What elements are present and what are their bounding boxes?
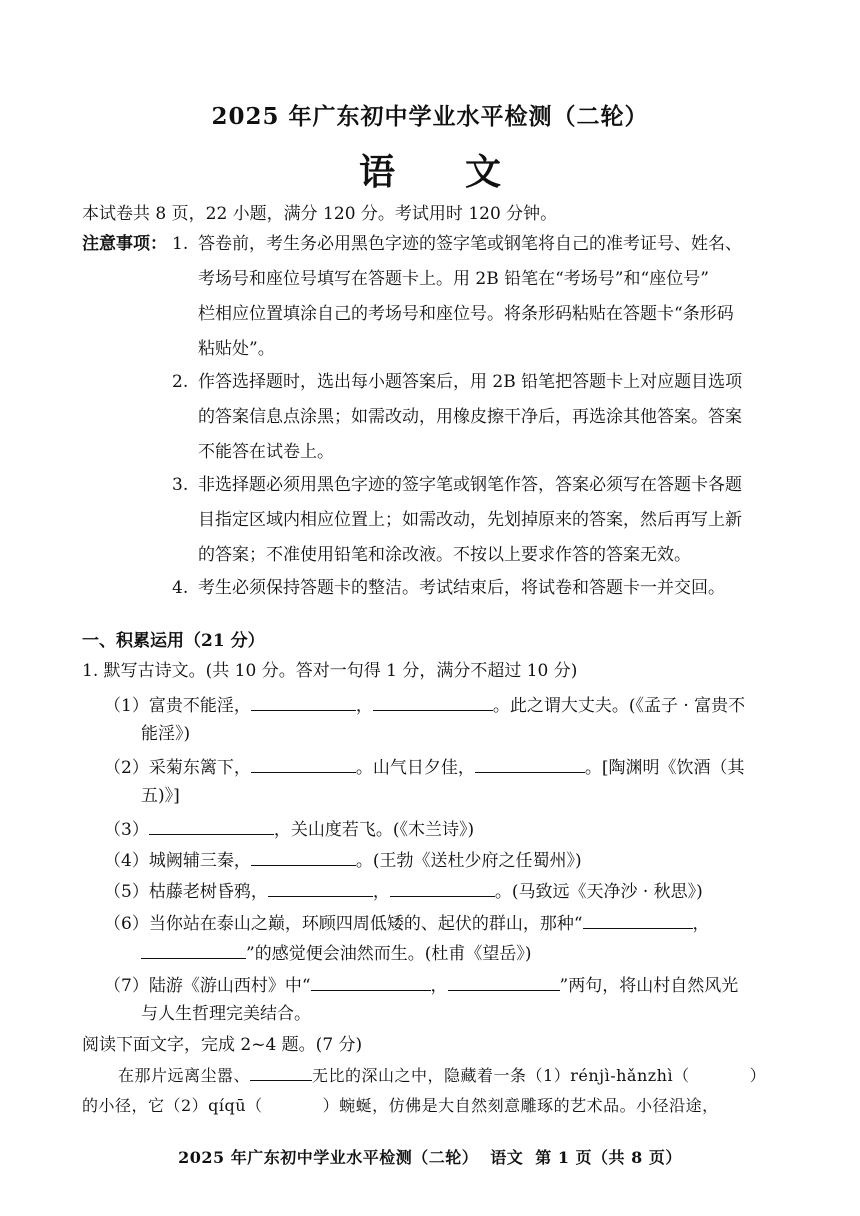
q1-item-1-num: （1）	[104, 696, 149, 716]
q1-item-3-row	[104, 816, 474, 842]
intro-text: 本试卷共 8 页，22 小题，满分 120 分。考试用时 120 分钟。	[82, 204, 558, 224]
note-2-line-3: 不能答在试卷上。	[198, 442, 334, 462]
q1-item-5-num: （5）	[104, 882, 149, 902]
q1-item-4-num: （4）	[104, 851, 149, 871]
q1-item-2-num: （2）	[104, 758, 149, 778]
q1-item-2-text-d: 五)》]	[141, 786, 180, 806]
q1-item-3-text-a: ，关山度若飞。(《木兰诗》)	[273, 820, 475, 840]
q1-item-6-text-c: ”的感觉便会油然而生。(杜甫《望岳》)	[246, 944, 532, 964]
footer-page-number: 第 1 页（共 8 页）	[535, 1148, 682, 1167]
q1-item-6-text-a: 当你站在泰山之巅，环顾四周低矮的、起伏的群山，那种“	[148, 914, 583, 934]
q1-item-1-blank-1[interactable]	[251, 692, 356, 711]
q1-item-5-text-c: 。(马致远《天净沙 · 秋思》)	[494, 882, 703, 902]
q1-item-2-text-a: 采菊东篱下，	[148, 758, 251, 778]
q1-item-3-num: （3）	[104, 820, 149, 840]
q1-item-5-text-b: ，	[372, 882, 390, 902]
note-3-line-1: 非选择题必须用黑色字迹的签字笔或钢笔作答，答案必须写在答题卡各题	[198, 475, 742, 495]
q1-item-3-blank-1[interactable]	[149, 816, 274, 835]
q1-item-2-text-c: 。[陶渊明《饮酒（其	[584, 758, 745, 778]
q1-item-2-row-1	[104, 754, 744, 780]
note-1-line-1: 答卷前，考生务必用黑色字迹的签字笔或钢笔将自己的准考证号、姓名、	[198, 234, 742, 254]
q1-item-6-blank-2[interactable]	[141, 940, 246, 959]
q1-item-4-row	[104, 847, 582, 873]
q1-item-7-blank-2[interactable]	[448, 972, 560, 991]
q1-item-6-blank-1[interactable]	[583, 910, 693, 929]
note-2-line-2: 的答案信息点涂黑；如需改动，用橡皮擦干净后，再选涂其他答案。答案	[198, 407, 742, 427]
q1-item-5-text-a: 枯藤老树昏鸦，	[148, 882, 268, 902]
q1-item-5-blank-1[interactable]	[268, 878, 373, 897]
passage-l1a: 在那片远离尘嚣、	[118, 1066, 251, 1085]
exam-title: 2025 年广东初中学业水平检测（二轮）	[211, 103, 649, 130]
passage-l1b: 无比的深山之中，隐藏着一条（1）rénjì-hǎnzhì（	[312, 1066, 690, 1085]
note-3-line-2: 目指定区域内相应位置上；如需改动，先划掉原来的答案，然后再写上新	[198, 510, 742, 530]
q1-item-1-text-a: 富贵不能淫，	[148, 696, 251, 716]
q1-item-5-row	[104, 878, 703, 904]
question-1-stem: 1. 默写古诗文。(共 10 分。答对一句得 1 分，满分不超过 10 分)	[82, 661, 578, 681]
page-footer	[0, 1145, 860, 1168]
q1-item-1-text-d: 能淫》)	[141, 724, 191, 744]
notes-label: 注意事项：	[82, 234, 167, 254]
q1-item-4-text-b: 。(王勃《送杜少府之任蜀州》)	[355, 851, 582, 871]
note-4-num: 4.	[172, 578, 189, 598]
note-1-num: 1.	[172, 234, 189, 254]
passage-l1c: ）	[749, 1066, 767, 1085]
note-1-line-4: 粘贴处”。	[198, 339, 275, 359]
section-1-heading: 一、积累运用（21 分）	[82, 631, 265, 651]
subject-title: 语文	[358, 151, 571, 193]
note-3-num: 3.	[172, 475, 189, 495]
q1-item-1-blank-2[interactable]	[373, 692, 493, 711]
q1-item-4-blank-1[interactable]	[251, 847, 356, 866]
passage-line-2	[82, 1094, 719, 1118]
q1-item-4-text-a: 城阙辅三秦，	[148, 851, 251, 871]
q1-item-6-num: （6）	[104, 914, 149, 934]
q1-item-7-row-1	[104, 972, 738, 998]
q1-item-6-row-1	[104, 910, 710, 936]
footer-subject: 语文	[490, 1148, 524, 1167]
q1-item-7-text-a: 陆游《游山西村》中“	[148, 976, 311, 996]
q1-item-1-text-b: ，	[355, 696, 373, 716]
note-2-num: 2.	[172, 372, 189, 392]
q1-item-1-text-c: 。此之谓大丈夫。(《孟子 · 富贵不	[492, 696, 746, 716]
q1-item-2-blank-2[interactable]	[475, 754, 585, 773]
note-2-line-1: 作答选择题时，选出每小题答案后，用 2B 铅笔把答题卡上对应题目选项	[198, 372, 743, 392]
q1-item-2-blank-1[interactable]	[251, 754, 356, 773]
reading-intro: 阅读下面文字，完成 2~4 题。(7 分)	[82, 1035, 363, 1055]
passage-line-1	[118, 1064, 766, 1088]
note-1-line-2: 考场号和座位号填写在答题卡上。用 2B 铅笔在“考场号”和“座位号”	[198, 269, 709, 289]
q1-item-2-text-b: 。山气日夕佳，	[355, 758, 475, 778]
passage-l2b: ）蜿蜒，仿佛是大自然刻意雕琢的艺术品。小径沿途，	[322, 1096, 719, 1115]
q1-item-7-blank-1[interactable]	[311, 972, 431, 991]
q1-item-6-row-2	[141, 940, 531, 966]
note-1-line-3: 栏相应位置填涂自己的考场号和座位号。将条形码粘贴在答题卡“条形码	[198, 304, 734, 324]
q1-item-7-text-c: ”两句，将山村自然风光	[559, 976, 739, 996]
note-4-line-1: 考生必须保持答题卡的整洁。考试结束后，将试卷和答题卡一并交回。	[198, 578, 725, 598]
note-3-line-3: 的答案；不准使用铅笔和涂改液。不按以上要求作答的答案无效。	[198, 545, 691, 565]
q1-item-7-text-b: ，	[430, 976, 448, 996]
q1-item-7-num: （7）	[104, 976, 149, 996]
q1-item-7-text-d: 与人生哲理完美结合。	[141, 1004, 311, 1024]
footer-title: 2025 年广东初中学业水平检测（二轮）	[178, 1148, 479, 1167]
passage-l2a: 的小径，它（2）qíqū（	[82, 1096, 263, 1115]
q1-item-5-blank-2[interactable]	[390, 878, 495, 897]
q1-item-1-row-1	[104, 692, 745, 718]
passage-blank-1[interactable]	[250, 1064, 312, 1081]
q1-item-6-text-b: ，	[692, 914, 710, 934]
